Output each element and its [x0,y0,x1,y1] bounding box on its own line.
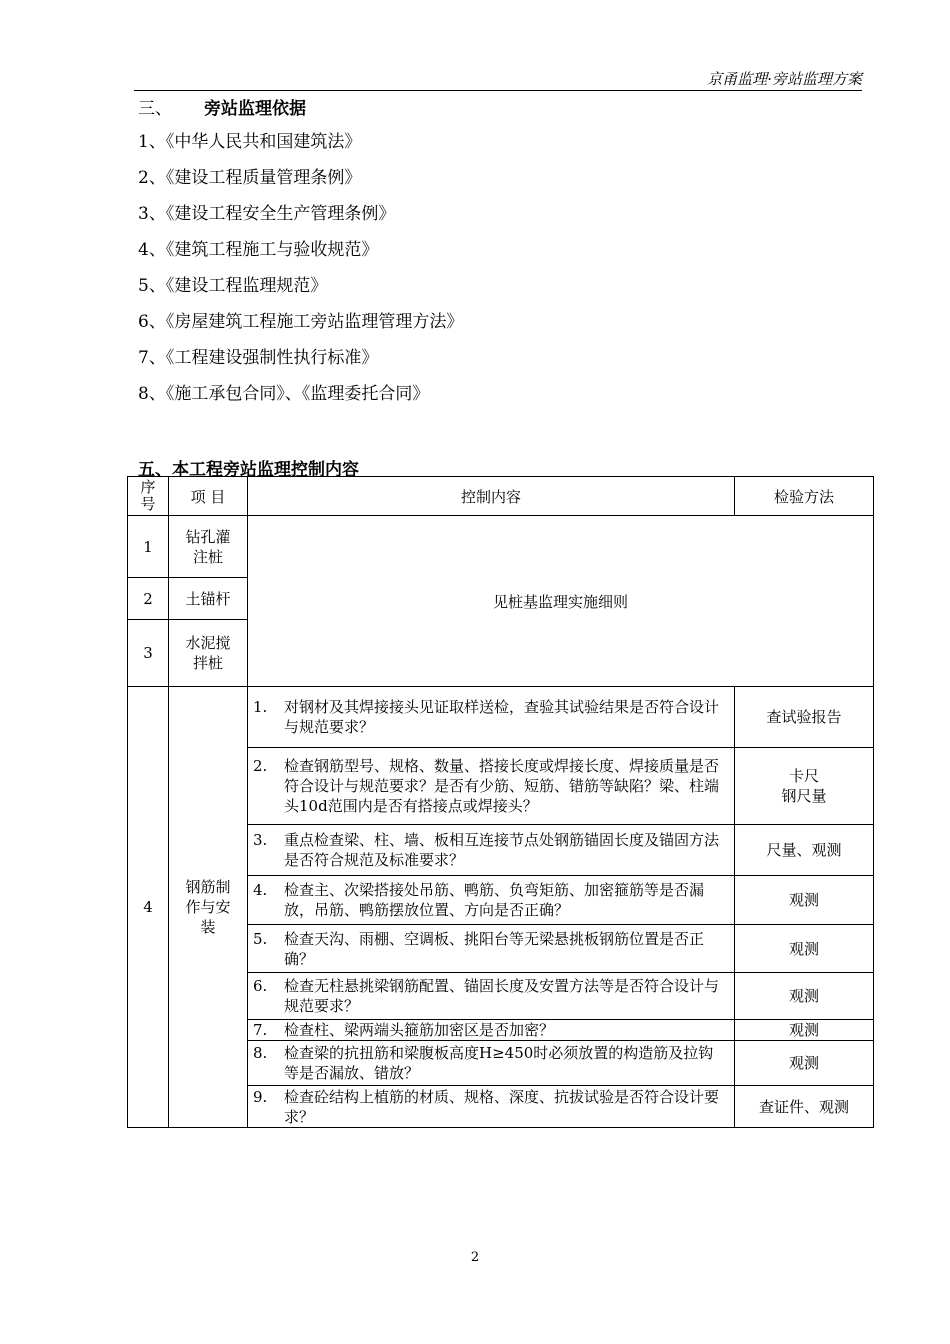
table-row [128,687,874,748]
check-item: 8. 检查梁的抗扭筋和梁腹板高度H≥450时必须放置的构造筋及拉钩等是否漏放、错放？ [248,1041,735,1086]
control-content-table [127,476,874,1128]
check-method: 尺量、观测 [735,825,874,876]
check-method: 观测 [735,876,874,925]
basis-item: 5、《建设工程监理规范》 [138,276,328,296]
basis-item: 1、《中华人民共和国建筑法》 [138,132,362,152]
header-method: 检验方法 [735,477,874,516]
document-header: 京甬监理·旁站监理方案 [707,70,862,88]
check-item: 2. 检查钢筋型号、规格、数量、搭接长度或焊接长度、焊接质量是否符合设计与规范要求？是否有少筋、短筋、错筋等缺陷？梁、柱端头10d范围内是否有搭接点或焊接头？ [248,748,735,825]
check-item: 6. 检查无柱悬挑梁钢筋配置、锚固长度及安置方法等是否符合设计与规范要求？ [248,973,735,1020]
check-method: 查试验报告 [735,687,874,748]
row-seq: 3 [128,620,169,687]
section-3-number: 三、 [138,99,172,119]
check-item: 9. 检查砼结构上植筋的材质、规格、深度、抗拔试验是否符合设计要求？ [248,1086,735,1128]
check-method: 查证件、观测 [735,1086,874,1128]
check-method: 卡尺 钢尺量 [735,748,874,825]
check-method: 观测 [735,973,874,1020]
row-seq: 2 [128,578,169,620]
header-project: 项 目 [169,477,248,516]
check-item: 4. 检查主、次梁搭接处吊筋、鸭筋、负弯矩筋、加密箍筋等是否漏放，吊筋、鸭筋摆放位置、方向是否正确？ [248,876,735,925]
row-project: 土锚杆 [169,578,248,620]
page-number: 2 [470,1250,480,1265]
row-project: 钢筋制作与安装 [169,687,248,1128]
table-header-row [128,477,874,516]
row-project: 钻孔灌注桩 [169,516,248,578]
row-seq: 4 [128,687,169,1128]
basis-item: 3、《建设工程安全生产管理条例》 [138,204,396,224]
basis-item: 4、《建筑工程施工与验收规范》 [138,240,379,260]
check-method: 观测 [735,1020,874,1041]
row-project: 水泥搅拌桩 [169,620,248,687]
header-seq: 序号 [128,477,169,516]
check-method: 观测 [735,1041,874,1086]
section-3-heading [138,94,306,119]
basis-item: 8、《施工承包合同》、《监理委托合同》 [138,384,430,404]
basis-list [138,130,463,418]
basis-item: 6、《房屋建筑工程施工旁站监理管理方法》 [138,312,464,332]
check-item: 7. 检查柱、梁两端头箍筋加密区是否加密？ [248,1020,735,1041]
row-seq: 1 [128,516,169,578]
check-item: 1. 对钢材及其焊接接头见证取样送检，查验其试验结果是否符合设计与规范要求？ [248,687,735,748]
basis-item: 7、《工程建设强制性执行标准》 [138,348,379,368]
table-row [128,516,874,578]
section-5-heading: 五、本工程旁站监理控制内容 [138,460,359,480]
check-item: 3. 重点检查梁、柱、墙、板相互连接节点处钢筋锚固长度及锚固方法是否符合规范及标准要求？ [248,825,735,876]
section-3-title: 旁站监理依据 [204,99,306,119]
check-item: 5. 检查天沟、雨棚、空调板、挑阳台等无梁悬挑板钢筋位置是否正确？ [248,925,735,973]
check-method: 观测 [735,925,874,973]
basis-item: 2、《建设工程质量管理条例》 [138,168,362,188]
header-content: 控制内容 [248,477,735,516]
merged-content-cell: 见桩基监理实施细则 [248,516,874,687]
header-divider [134,90,862,91]
